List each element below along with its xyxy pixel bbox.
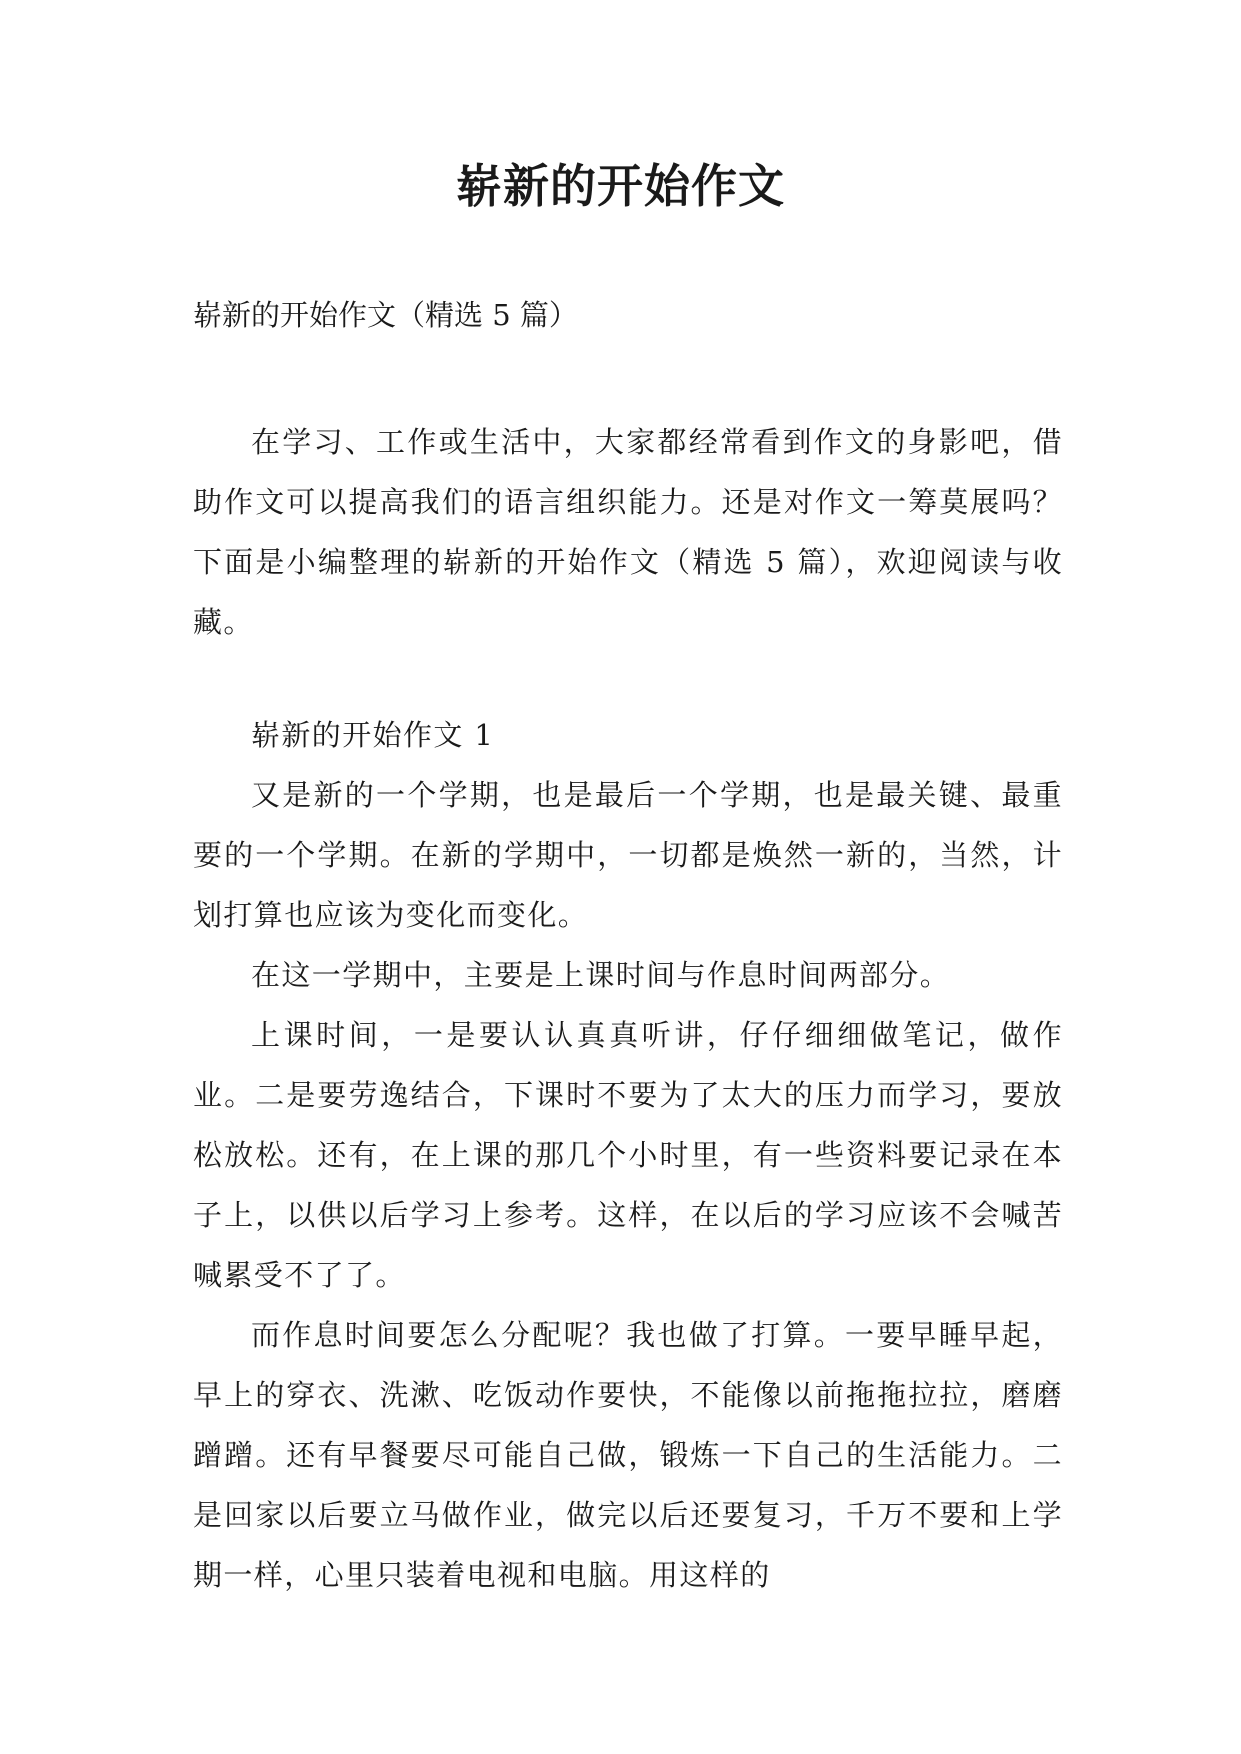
intro-section: [193, 412, 1063, 652]
intro-paragraph: 在学习、工作或生活中，大家都经常看到作文的身影吧，借助作文可以提高我们的语言组织能力。还是对作文一筹莫展吗？下面是小编整理的崭新的开始作文（精选 5 篇），欢迎阅读与收藏。: [193, 425, 1063, 639]
essay-paragraph-4: 而作息时间要怎么分配呢？我也做了打算。一要早睡早起，早上的穿衣、洗漱、吃饭动作要快，不能像以前拖拖拉拉，磨磨蹭蹭。还有早餐要尽可能自己做，锻炼一下自己的生活能力。二是回家以后要立马做作业，做完以后还要复习，千万不要和上学期一样，心里只装着电视和电脑。用这样的: [193, 1318, 1063, 1592]
essay-paragraph-2: 在这一学期中，主要是上课时间与作息时间两部分。: [251, 958, 951, 992]
essay-section: [193, 705, 1063, 1605]
essay-paragraph-1: 又是新的一个学期，也是最后一个学期，也是最关键、最重要的一个学期。在新的学期中，一切都是焕然一新的，当然，计划打算也应该为变化而变化。: [193, 778, 1063, 932]
essay-heading: 崭新的开始作文 1: [251, 718, 495, 752]
essay-paragraph-3: 上课时间，一是要认认真真听讲，仔仔细细做笔记，做作业。二是要劳逸结合，下课时不要为了太大的压力而学习，要放松放松。还有，在上课的那几个小时里，有一些资料要记录在本子上，以供以后学习上参考。这样，在以后的学习应该不会喊苦喊累受不了了。: [193, 1018, 1063, 1292]
document-title: 崭新的开始作文: [456, 159, 785, 213]
document-subtitle: 崭新的开始作文（精选 5 篇）: [193, 298, 578, 332]
